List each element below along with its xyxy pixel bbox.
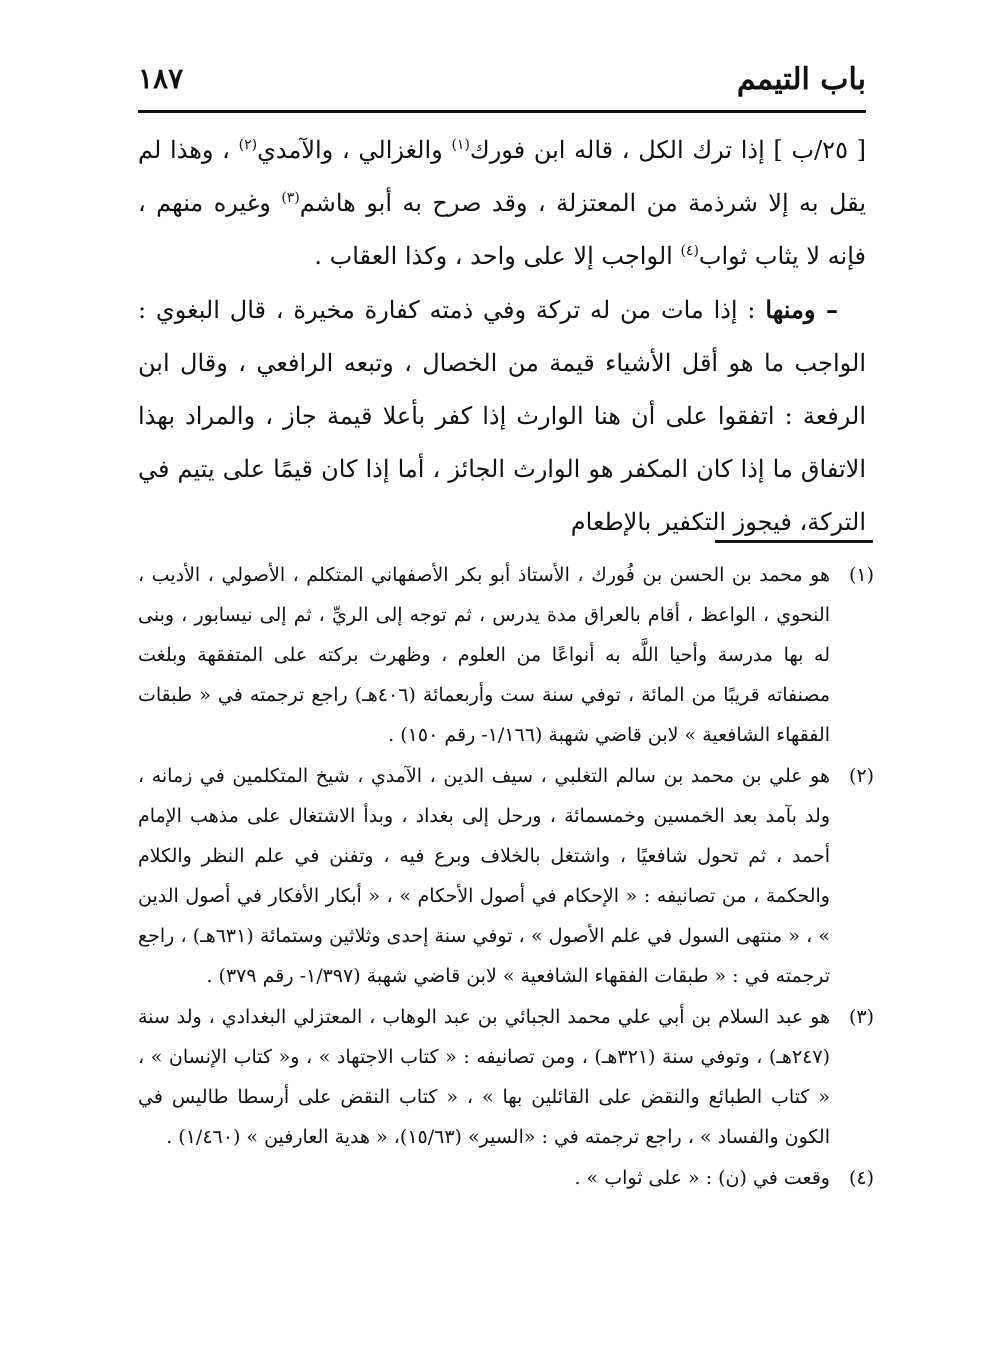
paragraph [138,283,866,549]
footnote-text: وقعت في (ن) : « على ثواب » . [574,1167,830,1189]
footnote-number: (١) [848,564,874,586]
footnote [138,555,874,755]
footnote-ref[interactable]: (٤) [680,243,699,259]
chapter-title: باب التيمم [736,62,866,97]
text-segment: ، وهذا لم يقل به إلا شرذمة من المعتزلة ، وقد صرح به أبو هاشم [138,136,867,217]
footnote-number: (٢) [848,765,874,787]
footnote-number: (٤) [848,1167,874,1189]
footnote-text: هو محمد بن الحسن بن فُورك ، الأستاذ أبو بكر الأصفهاني المتكلم ، الأصولي ، الأديب ، النحوي ، الواعظ ، أقام بالعراق مدة يدرس ، ثم توجه إلى الريِّ ، ثم إلى نيسابور ، وبنى له بها مدرسة وأحيا اللَّه به أنواعًا من العلوم ، وظهرت بركته على المتفقهة وبلغت مصنفاته قريبًا من المائة ، توفي سنة ست وأربعمائة (٤٠٦هـ) راجع ترجمته في « طبقات الفقهاء الشافعية » لابن قاضي شهبة (١/١٦٦- رقم ١٥٠) . [138,564,830,746]
text-segment: الواجب إلا على واحد ، وكذا العقاب . [314,242,681,270]
footnote-ref[interactable]: (٢) [238,137,258,153]
header-rule [138,110,866,113]
footnote-number: (٣) [848,1006,874,1028]
footnote-ref[interactable]: (١) [451,137,470,153]
footnote-separator [715,540,873,543]
running-header [138,58,866,108]
text-segment: [ ٢٥/ب ] إذا ترك الكل ، قاله ابن فورك [469,136,867,164]
footnote-text: هو علي بن محمد بن سالم التغلبي ، سيف الدين ، الآمدي ، شيخ المتكلمين في زمانه ، ولد بآمد بعد الخمسين وخمسمائة ، ورحل إلى بغداد ، وبدأ الاشتغال على مذهب الإمام أحمد ، ثم تحول شافعيًا ، واشتغل بالخلاف وبرع فيه ، وتفنن في علم النظر والكلام والحكمة ، من تصانيفه : « الإحكام في أصول الأحكام » ، « أبكار الأفكار في أصول الدين » ، « منتهى السول في علم الأصول » ، توفي سنة إحدى وثلاثين وستمائة (٦٣١هـ) ، راجع ترجمته في : « طبقات الفقهاء الشافعية » لابن قاضي شهبة (١/٣٩٧- رقم ٣٧٩) . [138,765,830,987]
footnotes [138,555,874,1199]
footnote-ref[interactable]: (٣) [281,190,300,206]
footnote [138,756,874,996]
main-text [138,124,866,549]
footnote [138,1158,874,1198]
text-segment: وغيره منهم ، فإنه لا يثاب ثواب [138,189,866,270]
paragraph [138,124,866,283]
text-segment: : إذا مات من له تركة وفي ذمته كفارة مخيرة ، قال البغوي : الواجب ما هو أقل الأشياء قيمة من الخصال ، وتبعه الرافعي ، وقال ابن الرفعة : اتفقوا على أن هنا الوارث إذا كفر بأعلا قيمة جاز ، والمراد بهذا الاتفاق ما إذا كان المكفر هو الوارث الجائز ، أما إذا كان قيمًا على يتيم في التركة، فيجوز التكفير بالإطعام [138,296,866,536]
footnote-text: هو عبد السلام بن أبي علي محمد الجبائي بن عبد الوهاب ، المعتزلي البغدادي ، ولد سنة (٢٤٧هـ) ، وتوفي سنة (٣٢١هـ) ، ومن تصانيفه : « كتاب الاجتهاد » ، و« كتاب الإنسان » ، « كتاب الطبائع والنقض على القائلين بها » ، « كتاب النقض على أرسطا طاليس في الكون والفساد » ، راجع ترجمته في : «السير» (١٥/٦٣)، « هدية العارفين » (١/٤٦٠) . [138,1006,831,1148]
paragraph-lead: – ومنها [765,295,839,324]
page-number: ١٨٧ [138,62,184,95]
footnote [138,997,874,1157]
text-segment: والغزالي ، والآمدي [257,136,452,164]
